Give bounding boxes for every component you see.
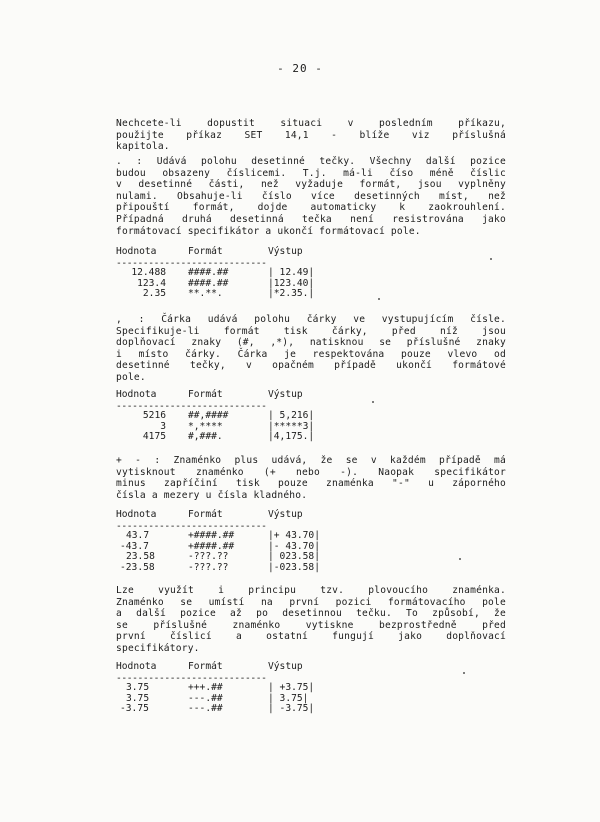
table-row <box>116 704 346 715</box>
table-row <box>116 531 346 542</box>
header-format: Formát <box>188 389 223 400</box>
table-row <box>116 289 346 300</box>
cell-format: -???.?? <box>188 551 229 563</box>
text-line: minus zapříčiní tisk pouze znaménka "-" u záporného <box>116 478 506 490</box>
cell-output: | 023.58| <box>268 551 320 563</box>
text-line: specifikátory. <box>116 642 200 654</box>
text-line: , : Čárka udává polohu čárky ve vystupujícím čísle. <box>116 314 506 325</box>
paragraph-comma <box>116 314 506 384</box>
scan-speck <box>378 298 380 300</box>
cell-output: |+ 43.70| <box>268 530 320 541</box>
paragraph-decimal-point <box>116 156 506 237</box>
cell-format: *,**** <box>188 420 223 432</box>
table-sign <box>116 510 346 573</box>
paragraph-set-command <box>116 118 506 153</box>
text-line: pole. <box>116 371 146 383</box>
table-row <box>116 411 346 422</box>
text-line: Specifikuje-li formát tisk čárky, před níž jsou <box>116 325 506 337</box>
cell-value: -23.58 <box>120 561 155 573</box>
header-hodnota: Hodnota <box>116 246 157 257</box>
text-line: Nechcete-li dopustit situaci v posledním příkazu, <box>116 118 506 129</box>
cell-value: 43.7 <box>126 530 150 541</box>
text-line: připouští formát, dojde automaticky k zaokrouhlení. <box>116 202 506 214</box>
cell-value: 3 <box>160 420 166 432</box>
header-vystup: Výstup <box>268 389 303 400</box>
header-format: Formát <box>188 661 223 672</box>
text-line: se příslušné znaménko vytiskne bezprostředně před <box>116 619 506 631</box>
table-decimal-point <box>116 247 346 300</box>
cell-output: |4,175.| <box>268 431 315 443</box>
cell-value: -3.75 <box>120 703 149 715</box>
table-header <box>116 390 346 402</box>
cell-format: -???.?? <box>188 561 229 573</box>
table-header <box>116 510 346 522</box>
cell-format: #,###. <box>188 431 223 443</box>
cell-value: 5216 <box>142 410 166 421</box>
table-separator: ---------------------------- <box>116 522 267 531</box>
text-line: . : Udává polohu desetinné tečky. Všechny další pozice <box>116 156 506 167</box>
cell-output: | +3.75| <box>268 682 315 693</box>
cell-format: ##,#### <box>188 410 229 421</box>
cell-output: |*2.35.| <box>268 288 315 300</box>
scan-speck <box>463 672 465 674</box>
cell-format: ####.## <box>188 267 229 278</box>
text-line: doplňovací znaky (#, ,*), natisknou se příslušné znaky <box>116 337 506 349</box>
table-row <box>116 432 346 443</box>
header-format: Formát <box>188 246 223 257</box>
scan-speck <box>372 401 374 403</box>
paragraph-sign <box>116 455 506 501</box>
scan-speck <box>459 558 461 560</box>
table-separator: ---------------------------- <box>116 674 267 683</box>
text-line: v desetinné části, než vyžaduje formát, jsou vyplněny <box>116 179 506 191</box>
header-vystup: Výstup <box>268 509 303 520</box>
text-line: budou obsazeny číslicemi. T.j. má-li číso méně číslic <box>116 167 506 179</box>
cell-format: +####.## <box>188 530 235 541</box>
cell-format: ---.## <box>188 703 223 715</box>
cell-value: -43.7 <box>120 540 149 552</box>
paragraph-floating-sign <box>116 585 506 655</box>
scan-speck <box>490 258 492 260</box>
table-comma <box>116 390 346 443</box>
cell-value: 2.35 <box>142 288 166 300</box>
text-line: vytisknout znaménko (+ nebo -). Naopak specifikátor <box>116 466 506 478</box>
cell-output: |- 43.70| <box>268 540 320 552</box>
text-line: nulami. Obsahuje-li číslo více desetinných míst, než <box>116 190 506 202</box>
cell-value: 12.488 <box>131 267 166 278</box>
text-line: desetinné tečky, v opačném případě ukončí formátové <box>116 360 506 372</box>
cell-format: ####.## <box>188 277 229 289</box>
text-line: první číslicí a ostatní fungují jako doplňovací <box>116 631 506 643</box>
header-hodnota: Hodnota <box>116 389 157 400</box>
page-number: - 20 - <box>277 62 323 75</box>
table-row <box>116 563 346 574</box>
text-line: formátovací specifikátor a ukončí formátovací pole. <box>116 225 421 237</box>
cell-output: |*****3| <box>268 420 315 432</box>
cell-output: |-023.58| <box>268 561 320 573</box>
cell-value: 3.75 <box>126 692 150 704</box>
text-line: Lze využít i principu tzv. plovoucího znaménka. <box>116 585 506 596</box>
table-row <box>116 683 346 694</box>
text-line: čísla a mezery u čísla kladného. <box>116 489 308 501</box>
cell-output: | 3.75| <box>268 692 309 704</box>
text-line: kapitola. <box>116 141 170 153</box>
cell-format: +####.## <box>188 540 235 552</box>
header-format: Formát <box>188 509 223 520</box>
text-line: Případná druhá desetinná tečka není resistrována jako <box>116 213 506 225</box>
cell-format: +++.## <box>188 682 223 693</box>
cell-format: **.**. <box>188 288 223 300</box>
text-line: Znaménko se umístí na první pozici formátovacího pole <box>116 596 506 608</box>
cell-output: | 5,216| <box>268 410 315 421</box>
cell-value: 3.75 <box>126 682 150 693</box>
header-hodnota: Hodnota <box>116 661 157 672</box>
cell-value: 4175 <box>142 431 166 443</box>
table-header <box>116 662 346 674</box>
table-separator: ---------------------------- <box>116 402 267 411</box>
table-floating-sign <box>116 662 346 715</box>
text-line: a další pozice až po desetinnou tečku. To způsobí, že <box>116 608 506 620</box>
table-header <box>116 247 346 259</box>
text-line: použijte příkaz SET 14,1 - blíže viz příslušná <box>116 129 506 141</box>
cell-output: |123.40| <box>268 277 315 289</box>
text-line: + - : Znaménko plus udává, že se v každém případě má <box>116 455 506 466</box>
header-vystup: Výstup <box>268 661 303 672</box>
cell-output: | 12.49| <box>268 267 315 278</box>
cell-value: 123.4 <box>137 277 166 289</box>
cell-output: | -3.75| <box>268 703 315 715</box>
header-hodnota: Hodnota <box>116 509 157 520</box>
text-line: i místo čárky. Čárka je respektována pouze vlevo od <box>116 348 506 360</box>
table-row <box>116 268 346 279</box>
cell-format: ---.## <box>188 692 223 704</box>
table-separator: ---------------------------- <box>116 259 267 268</box>
header-vystup: Výstup <box>268 246 303 257</box>
cell-value: 23.58 <box>126 551 155 563</box>
